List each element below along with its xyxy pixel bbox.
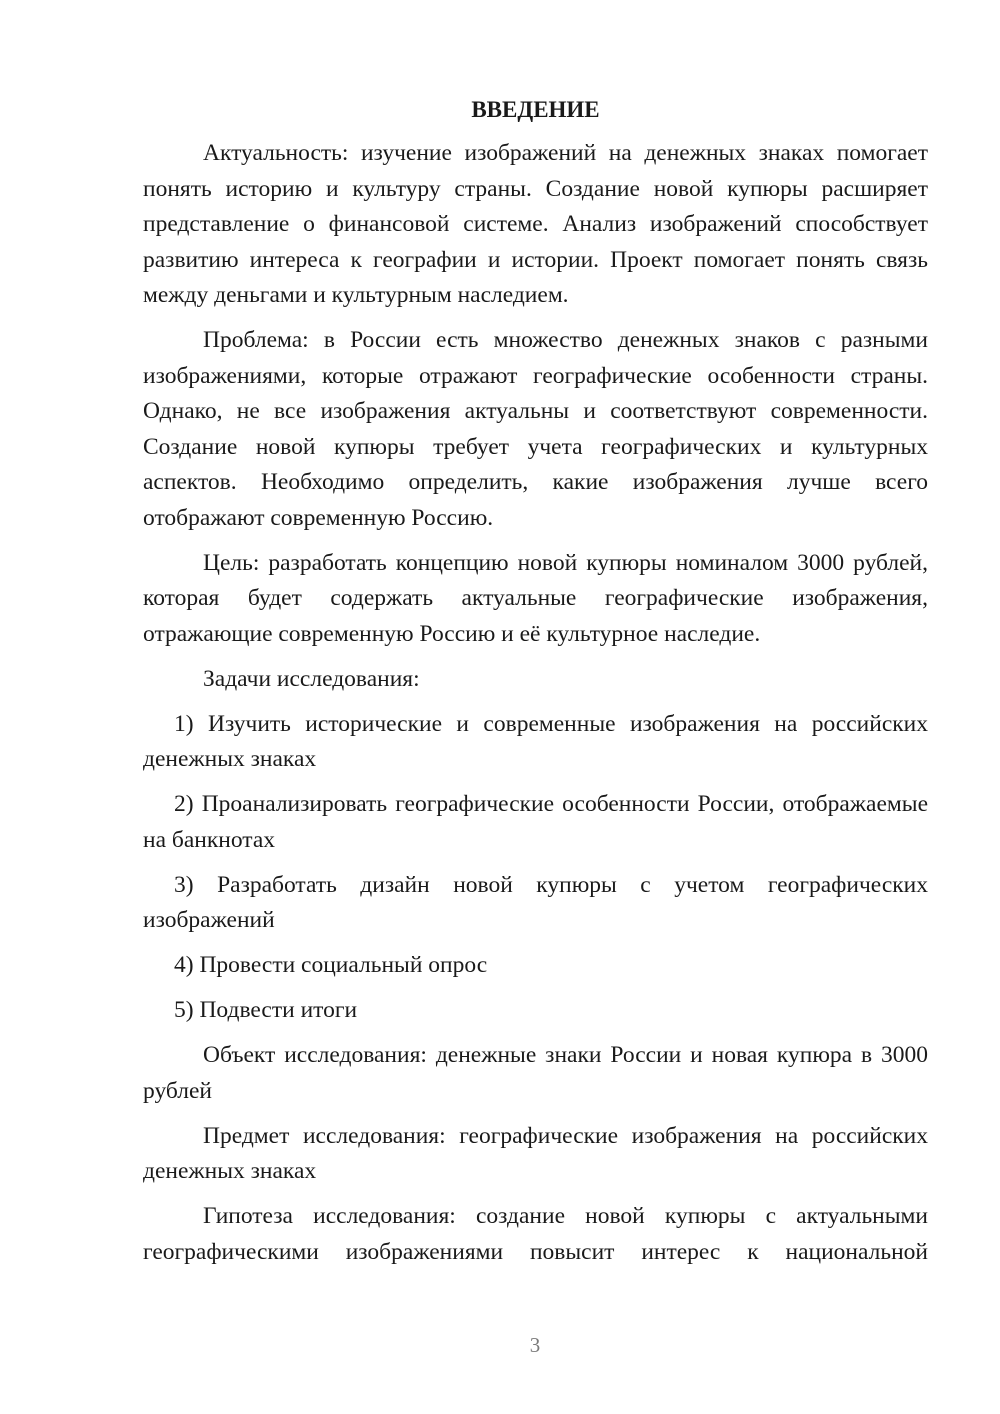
task-item-5: 5) Подвести итоги [174, 997, 358, 1023]
task-item-1: 1) Изучить исторические и современные изображения на российских денежных знаках [143, 710, 928, 772]
tasks-heading: Задачи исследования: [203, 665, 420, 692]
paragraph-hypothesis: Гипотеза исследования: создание новой купюры с актуальными географическими изображениями повысит интерес к национальной [143, 1203, 928, 1265]
section-title: ВВЕДЕНИЕ [471, 97, 600, 122]
task-item-3: 3) Разработать дизайн новой купюры с учетом географических изображений [143, 871, 928, 933]
task-item-4: 4) Провести социальный опрос [174, 952, 488, 978]
paragraph-object: Объект исследования: денежные знаки России и новая купюра в 3000 рублей [143, 1042, 928, 1104]
task-item-2: 2) Проанализировать географические особенности России, отображаемые на банкнотах [143, 791, 928, 853]
paragraph-problem: Проблема: в России есть множество денежных знаков с разными изображениями, которые отражают географические особенности страны. Однако, не все изображения актуальны и соответствуют современности. Создание новой купюры требует учета географических и культурных аспектов. Необходимо определить, какие изображения лучше всего отображают современную Россию. [143, 327, 928, 531]
page-content [143, 92, 928, 1270]
page-number: 3 [529, 1333, 541, 1357]
paragraph-relevance: Актуальность: изучение изображений на денежных знаках помогает понять историю и культуру страны. Создание новой купюры расширяет представление о финансовой системе. Анализ изображений способствует развитию интереса к географии и истории. Проект помогает понять связь между деньгами и культурным наследием. [143, 140, 928, 308]
paragraph-goal: Цель: разработать концепцию новой купюры номиналом 3000 рублей, которая будет содержать актуальные географические изображения, отражающие современную Россию и её культурное наследие. [143, 549, 928, 647]
paragraph-subject: Предмет исследования: географические изображения на российских денежных знаках [143, 1122, 928, 1184]
